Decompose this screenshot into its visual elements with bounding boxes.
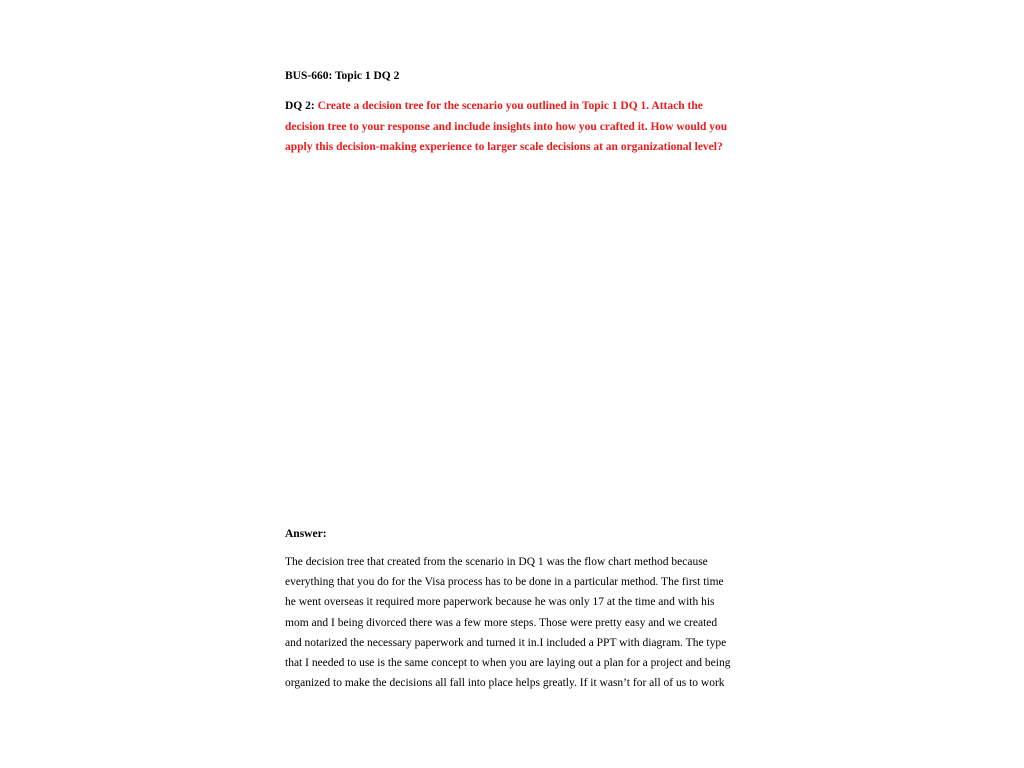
question-text: Create a decision tree for the scenario you outlined in Topic 1 DQ 1. Attach the decision tree to your response and include insights into how you crafted it. How would you apply this decision-making experience to larger scale decisions at an organizational level? — [285, 100, 728, 153]
answer-line: he went overseas it required more paperwork because he was only 17 at the time and with his — [285, 596, 715, 609]
answer-line: organized to make the decisions all fall into place helps greatly. If it wasn’t for all of us to work — [285, 677, 725, 690]
answer-line: and notarized the necessary paperwork and turned it in.I included a PPT with diagram. The type — [285, 636, 727, 649]
answer-heading: Answer: — [285, 528, 327, 540]
answer-line: The decision tree that created from the scenario in DQ 1 was the flow chart method because — [285, 556, 708, 568]
discussion-question — [285, 96, 745, 158]
answer-line: that I needed to use is the same concept to when you are laying out a plan for a project and being — [285, 656, 731, 669]
question-label: DQ 2: — [285, 100, 318, 112]
answer-line: everything that you do for the Visa process has to be done in a particular method. The first time — [285, 576, 724, 589]
document-title: BUS-660: Topic 1 DQ 2 — [285, 70, 400, 82]
answer-body — [285, 552, 745, 693]
answer-line: mom and I being divorced there was a few more steps. Those were pretty easy and we created — [285, 616, 718, 629]
